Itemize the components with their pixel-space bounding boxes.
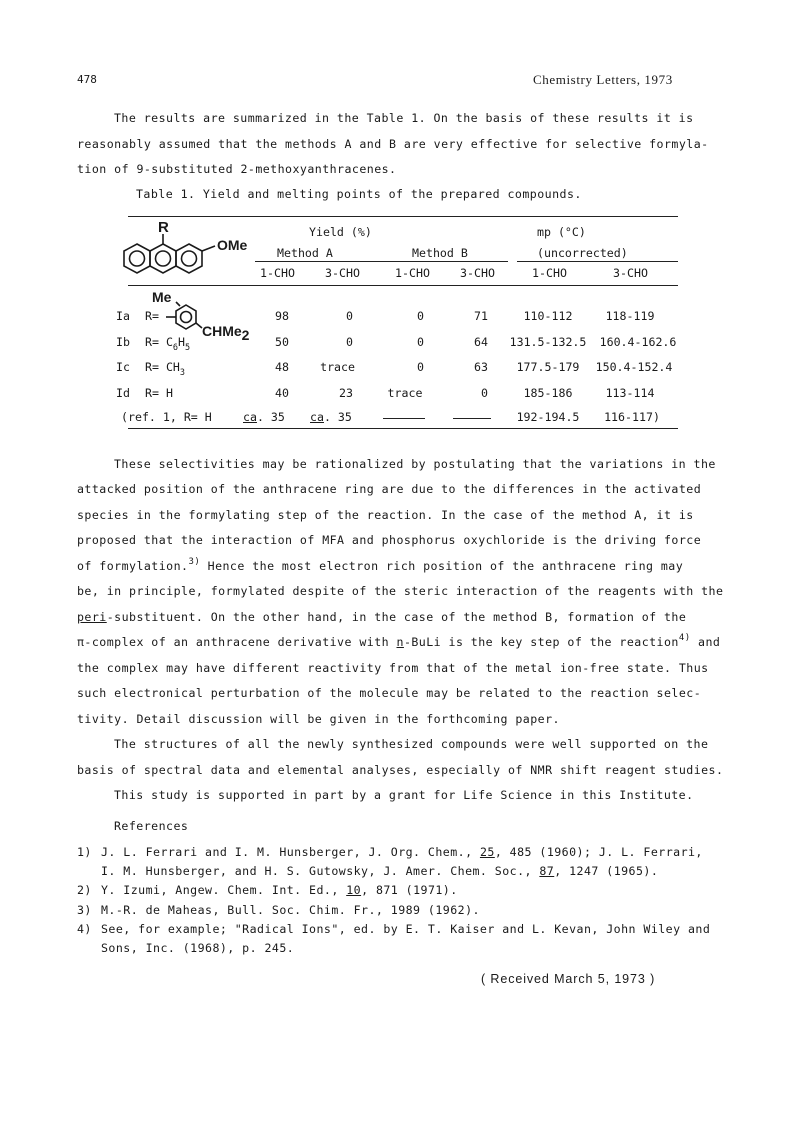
ref-row-a1: ca. 35 (243, 410, 285, 424)
row-id-b3: 0 (481, 386, 488, 400)
row-ib-r: $R= C_6H_5$ (145, 335, 191, 353)
intro-line-1: The results are summarized in the Table 1. On the basis of these results it is (114, 111, 694, 125)
col-a-3cho: 3-CHO (325, 266, 360, 280)
row-id-a1: 40 (275, 386, 289, 400)
row-id-b1: trace (387, 386, 423, 400)
substituent-me-label: Me (152, 289, 172, 305)
row-ic-mp3: 150.4-152.4 (595, 360, 673, 374)
row-ic-b3: 63 (474, 360, 488, 374)
yield-header: Yield (%) (309, 225, 372, 239)
structure-r-label: R (158, 219, 169, 236)
structures-line-2: basis of spectral data and elemental analyses, especially of NMR shift reagent studies. (77, 763, 724, 777)
row-ia-id: Ia (116, 309, 130, 323)
method-b-header: Method B (412, 246, 468, 260)
row-ic-a1: 48 (275, 360, 289, 374)
yield-rule (255, 261, 508, 262)
acknowledgement: This study is supported in part by a grant for Life Science in this Institute. (114, 788, 694, 802)
ring-middle (150, 244, 176, 273)
discussion-line-3: species in the formylating step of the reaction. In the case of the method A, it is (77, 508, 694, 522)
row-ic-mp1: 177.5-179 (516, 360, 580, 374)
col-mp-3cho: 3-CHO (613, 266, 648, 280)
row-ia-mp1: 110-112 (523, 309, 573, 323)
row-ib-b1: 0 (417, 335, 424, 349)
row-ib-b3: 64 (474, 335, 488, 349)
row-id-id: Id (116, 386, 130, 400)
table-top-rule (128, 216, 678, 217)
intro-line-3: tion of 9-substituted 2-methoxyanthracenes. (77, 162, 397, 176)
row-ia-a1: 98 (275, 309, 289, 323)
discussion-line-7: peri-substituent. On the other hand, in the case of the method B, formation of the (77, 610, 687, 624)
row-ia-mp3: 118-119 (605, 309, 655, 323)
mp-rule (517, 261, 678, 262)
row-id-a3: 23 (339, 386, 353, 400)
row-ib-a3: 0 (346, 335, 353, 349)
discussion-line-10: such electronical perturbation of the molecule may be related to the reaction selec- (77, 686, 702, 700)
row-ia-a3: 0 (346, 309, 353, 323)
ref-row-b3-dash (453, 418, 491, 419)
reference-1-line-1: J. L. Ferrari and I. M. Hunsberger, J. Org. Chem., 25, 485 (1960); J. L. Ferrari, (101, 845, 703, 859)
discussion-line-5: of formylation.$^{3)}$ Hence the most electron rich position of the anthracene ring may (77, 557, 684, 573)
row-ib-mp1: 131.5-132.5 (509, 335, 587, 349)
intro-line-2: reasonably assumed that the methods A and B are very effective for selective formyla- (77, 137, 709, 151)
reference-2-number: 2) (77, 883, 92, 897)
header-bottom-rule (128, 285, 678, 286)
discussion-line-6: be, in principle, formylated despite of the steric interaction of the reagents with the (77, 584, 724, 598)
reference-2: Y. Izumi, Angew. Chem. Int. Ed., 10, 871 (1971). (101, 883, 458, 897)
row-ia-b3: 71 (474, 309, 488, 323)
discussion-line-9: the complex may have different reactivity from that of the metal ion-free state. Thus (77, 661, 709, 675)
row-id-mp3: 113-114 (605, 386, 655, 400)
discussion-line-2: attacked position of the anthracene ring are due to the differences in the activated (77, 482, 702, 496)
row-ic-a3: trace (320, 360, 355, 374)
reference-3: M.-R. de Maheas, Bull. Soc. Chim. Fr., 1989 (1962). (101, 903, 480, 917)
ring-left (124, 244, 150, 273)
table-bottom-rule (128, 428, 678, 429)
row-id-mp1: 185-186 (523, 386, 573, 400)
discussion-line-1: These selectivities may be rationalized by postulating that the variations in the (114, 457, 716, 471)
uncorrected-header: (uncorrected) (537, 246, 628, 260)
structure-ome-label: OMe (217, 237, 248, 253)
row-ib-id: Ib (116, 335, 130, 349)
row-ia-b1: 0 (417, 309, 424, 323)
row-id-r: R= H (145, 386, 173, 400)
row-ib-mp3: 160.4-162.6 (599, 335, 677, 349)
col-a-1cho: 1-CHO (260, 266, 295, 280)
row-ia-r: R= (145, 309, 159, 323)
ring-right (176, 244, 202, 273)
col-mp-1cho: 1-CHO (532, 266, 567, 280)
row-ic-id: Ic (116, 360, 130, 374)
ref-row-mp1: 192-194.5 (516, 410, 580, 424)
references-title: References (114, 819, 189, 833)
reference-4-number: 4) (77, 922, 92, 936)
row-ic-r: $R= CH_3$ (145, 360, 186, 378)
row-ib-a1: 50 (275, 335, 289, 349)
ref-row-b1-dash (383, 418, 425, 419)
reference-1-line-2: I. M. Hunsberger, and H. S. Gutowsky, J. Amer. Chem. Soc., 87, 1247 (1965). (101, 864, 659, 878)
reference-1-number: 1) (77, 845, 92, 859)
page-number: 478 (77, 73, 97, 86)
col-b-3cho: 3-CHO (460, 266, 495, 280)
ref-row-a3: ca. 35 (310, 410, 352, 424)
reference-4-line-2: Sons, Inc. (1968), p. 245. (101, 941, 295, 955)
table-caption: Table 1. Yield and melting points of the prepared compounds. (136, 187, 582, 201)
ref-row-label: (ref. 1, R= H (121, 410, 212, 424)
discussion-line-11: tivity. Detail discussion will be given in the forthcoming paper. (77, 712, 560, 726)
ref-row-mp3: 116-117) (604, 410, 660, 424)
reference-4-line-1: See, for example; "Radical Ions", ed. by E. T. Kaiser and L. Kevan, John Wiley and (101, 922, 711, 936)
discussion-line-4: proposed that the interaction of MFA and phosphorus oxychloride is the driving force (77, 533, 702, 547)
reference-3-number: 3) (77, 903, 92, 917)
mp-header: mp (°C) (537, 225, 586, 239)
structures-line-1: The structures of all the newly synthesized compounds were well supported on the (114, 737, 709, 751)
row-ic-b1: 0 (417, 360, 424, 374)
substituent-chme2-label: CHMe2 (202, 323, 250, 343)
received-date: ( Received March 5, 1973 ) (481, 972, 656, 986)
method-a-header: Method A (277, 246, 333, 260)
discussion-line-8: π-complex of an anthracene derivative with n-BuLi is the key step of the reaction$^{4)}$ and (77, 633, 721, 649)
journal-title: Chemistry Letters, 1973 (533, 72, 673, 87)
col-b-1cho: 1-CHO (395, 266, 430, 280)
